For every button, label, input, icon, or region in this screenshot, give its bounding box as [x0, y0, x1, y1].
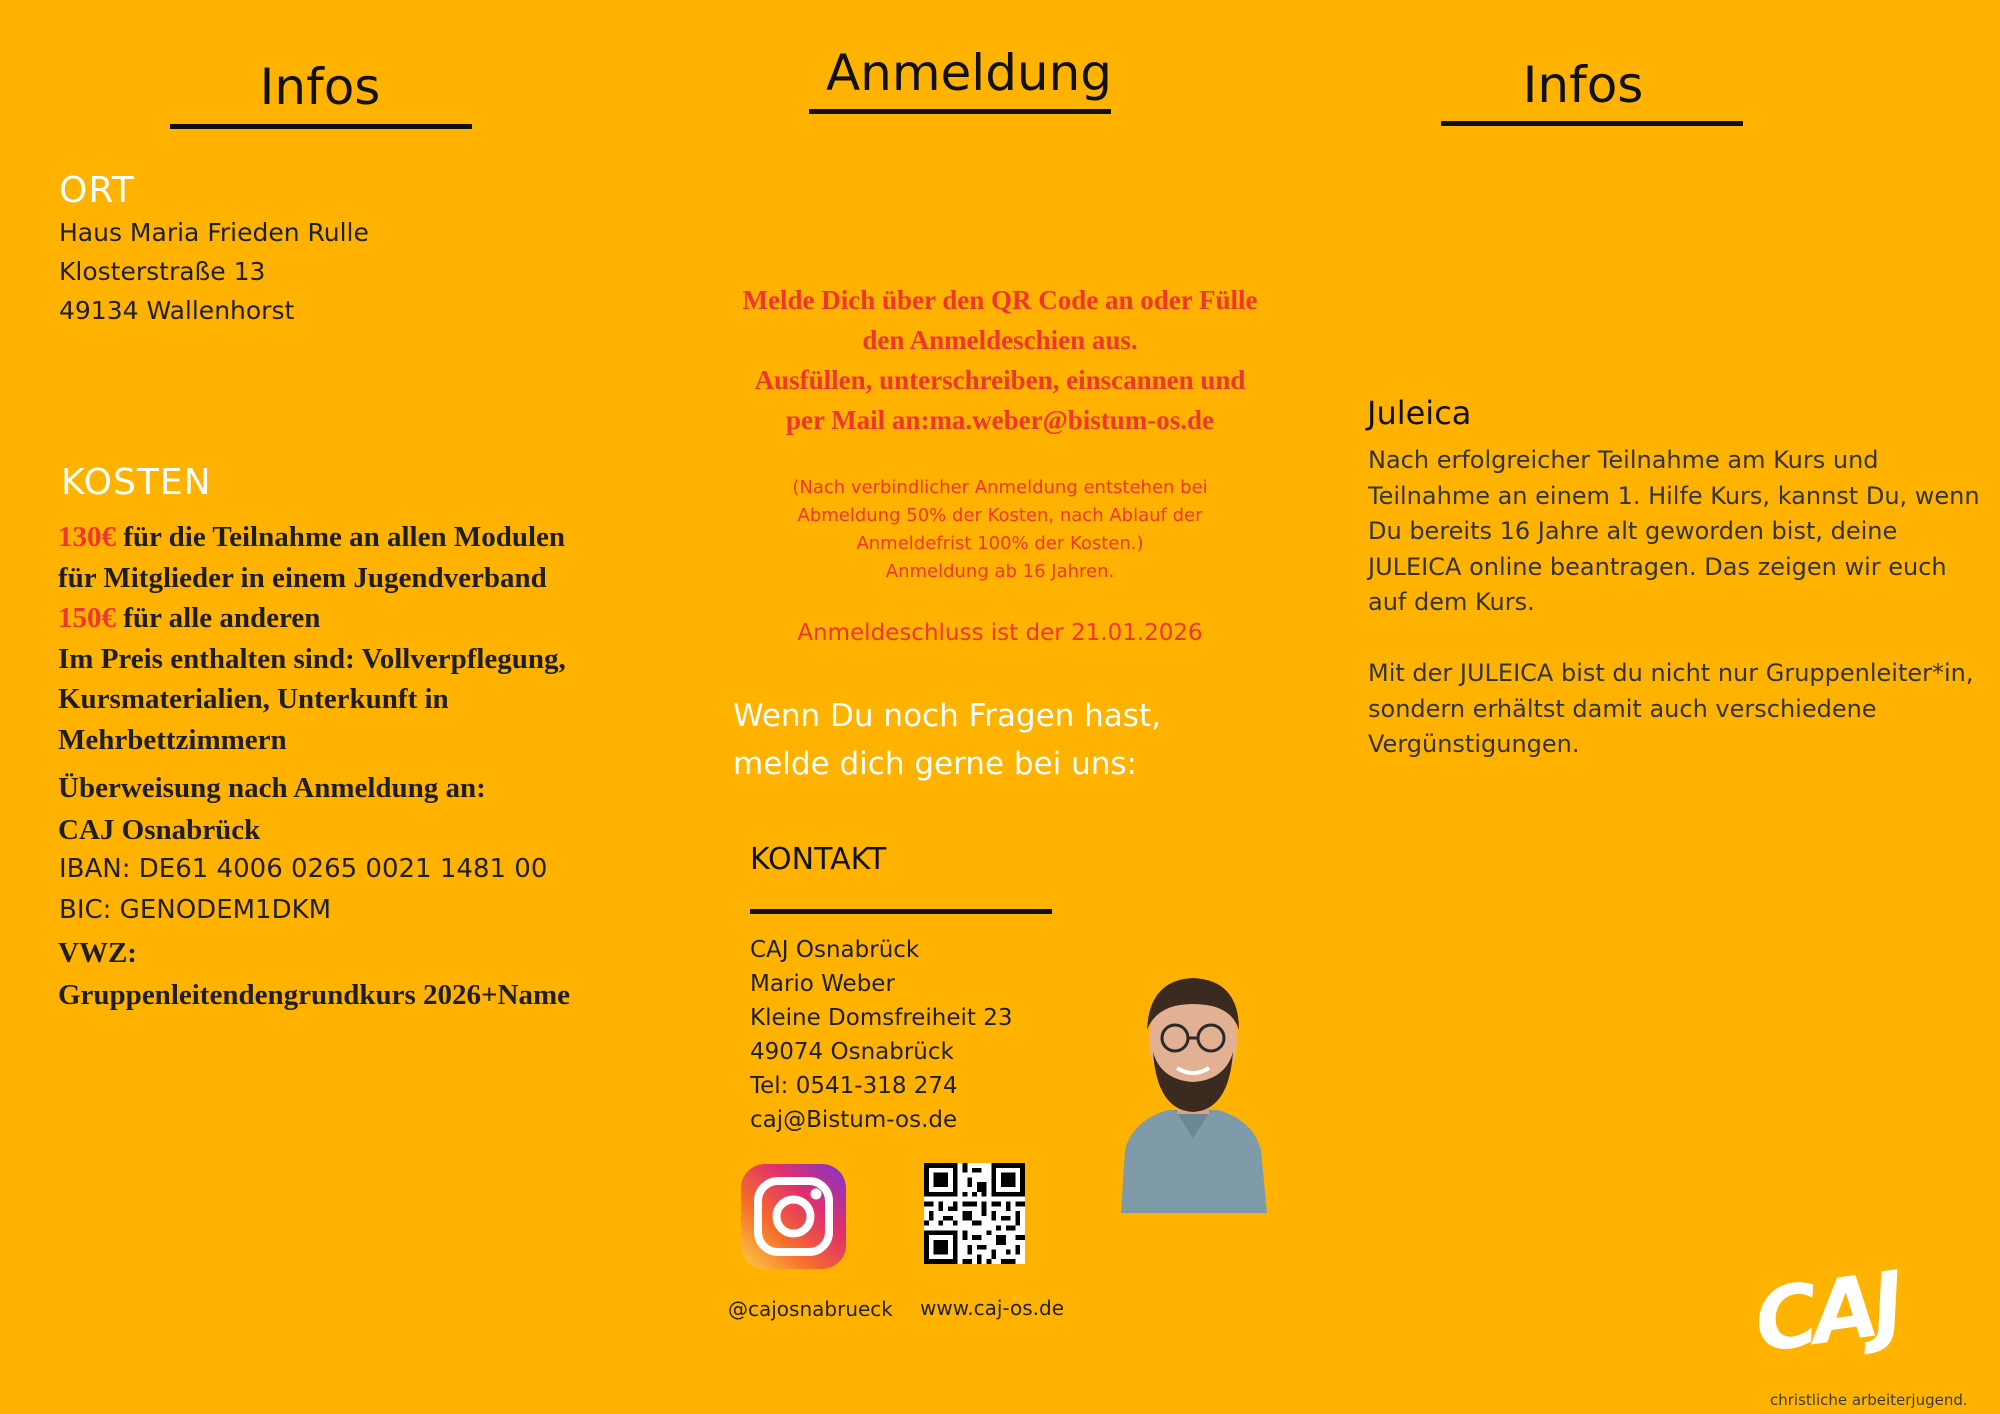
middle-heading-rule	[809, 109, 1111, 114]
juleica-line: auf dem Kurs.	[1368, 588, 1535, 616]
included-line: Mehrbettzimmern	[58, 723, 287, 756]
middle-heading: Anmeldung	[825, 44, 1113, 102]
instruction-line: per Mail an:ma.weber@bistum-os.de	[785, 405, 1215, 435]
contact-rule	[750, 909, 1052, 914]
contact-line: 49074 Osnabrück	[750, 1039, 954, 1065]
contact-line: CAJ Osnabrück	[750, 937, 920, 963]
kosten-details	[58, 517, 566, 760]
included-line: Im Preis enthalten sind: Vollverpflegung,	[58, 642, 566, 675]
ort-title: ORT	[59, 170, 135, 211]
qr-code-icon[interactable]	[924, 1163, 1025, 1264]
juleica-line: Teilnahme an einem 1. Hilfe Kurs, kannst Du, wenn	[1368, 481, 1980, 510]
questions-line: melde dich gerne bei uns:	[733, 746, 1137, 782]
juleica-paragraph-1	[1368, 443, 1980, 621]
notice-line: (Nach verbindlicher Anmeldung entstehen bei	[792, 477, 1208, 498]
ort-line: Klosterstraße 13	[59, 257, 266, 286]
notice-line: Anmeldefrist 100% der Kosten.)	[856, 533, 1144, 554]
questions-line: Wenn Du noch Fragen hast,	[733, 698, 1161, 734]
left-heading-rule	[170, 124, 472, 129]
price-line-others: 150€ für alle anderen	[58, 602, 321, 634]
contact-line: caj@Bistum-os.de	[750, 1107, 958, 1133]
iban: IBAN: DE61 4006 0265 0021 1481 00	[59, 854, 548, 884]
juleica-paragraph-2	[1368, 656, 1974, 763]
instagram-icon[interactable]	[741, 1164, 846, 1269]
transfer-recipient: CAJ Osnabrück	[58, 814, 261, 846]
notice-line: Abmeldung 50% der Kosten, nach Ablauf der	[797, 505, 1203, 526]
cancellation-notice	[700, 474, 1300, 586]
juleica-line: Mit der JULEICA bist du nicht nur Gruppenleiter*in,	[1368, 659, 1974, 687]
contact-photo	[1113, 960, 1273, 1213]
contact-line: Mario Weber	[750, 971, 895, 997]
juleica-line: Nach erfolgreicher Teilnahme am Kurs und	[1368, 446, 1879, 474]
caj-logo: CAJ	[1748, 1253, 1905, 1373]
juleica-line: sondern erhältst damit auch verschiedene	[1368, 694, 1877, 723]
right-heading-rule	[1441, 121, 1743, 126]
left-heading: Infos	[259, 58, 381, 116]
caj-tagline: christliche arbeiterjugend.	[1770, 1391, 1968, 1409]
instagram-handle[interactable]: @cajosnabrueck	[728, 1297, 893, 1321]
contact-line: Kleine Domsfreiheit 23	[750, 1005, 1013, 1031]
bic: BIC: GENODEM1DKM	[59, 895, 332, 925]
price-members: 130€	[58, 521, 116, 553]
juleica-title: Juleica	[1367, 394, 1472, 432]
included-line: Kursmaterialien, Unterkunft in	[58, 683, 449, 715]
vwz-value: Gruppenleitendengrundkurs 2026+Name	[58, 979, 571, 1011]
ort-line: 49134 Wallenhorst	[59, 296, 295, 325]
price-line-members-cont: für Mitglieder in einem Jugendverband	[58, 561, 547, 594]
contact-line: Tel: 0541-318 274	[750, 1073, 958, 1099]
vwz-label: VWZ:	[58, 937, 137, 969]
right-heading: Infos	[1522, 56, 1644, 114]
ort-line: Haus Maria Frieden Rulle	[59, 218, 369, 247]
registration-instructions	[700, 280, 1300, 440]
registration-deadline: Anmeldeschluss ist der 21.01.2026	[797, 620, 1203, 646]
instruction-line: Melde Dich über den QR Code an oder Fülle	[742, 285, 1258, 315]
kosten-title: KOSTEN	[61, 462, 212, 503]
website-link[interactable]: www.caj-os.de	[920, 1296, 1065, 1320]
ort-address	[59, 213, 369, 330]
price-others: 150€	[58, 602, 116, 634]
contact-title: KONTAKT	[750, 842, 887, 877]
instruction-line: den Anmeldeschien aus.	[862, 325, 1138, 355]
instruction-line: Ausfüllen, unterschreiben, einscannen und	[754, 365, 1246, 395]
price-line-members: 130€ für die Teilnahme an allen Modulen	[58, 521, 566, 553]
juleica-line: Vergünstigungen.	[1368, 730, 1580, 758]
juleica-line: JULEICA online beantragen. Das zeigen wir euch	[1368, 552, 1947, 581]
contact-details	[750, 933, 1013, 1137]
transfer-title: Überweisung nach Anmeldung an:	[58, 772, 486, 804]
questions-text	[733, 692, 1161, 788]
juleica-line: Du bereits 16 Jahre alt geworden bist, deine	[1368, 517, 1898, 545]
notice-line: Anmeldung ab 16 Jahren.	[885, 561, 1115, 582]
